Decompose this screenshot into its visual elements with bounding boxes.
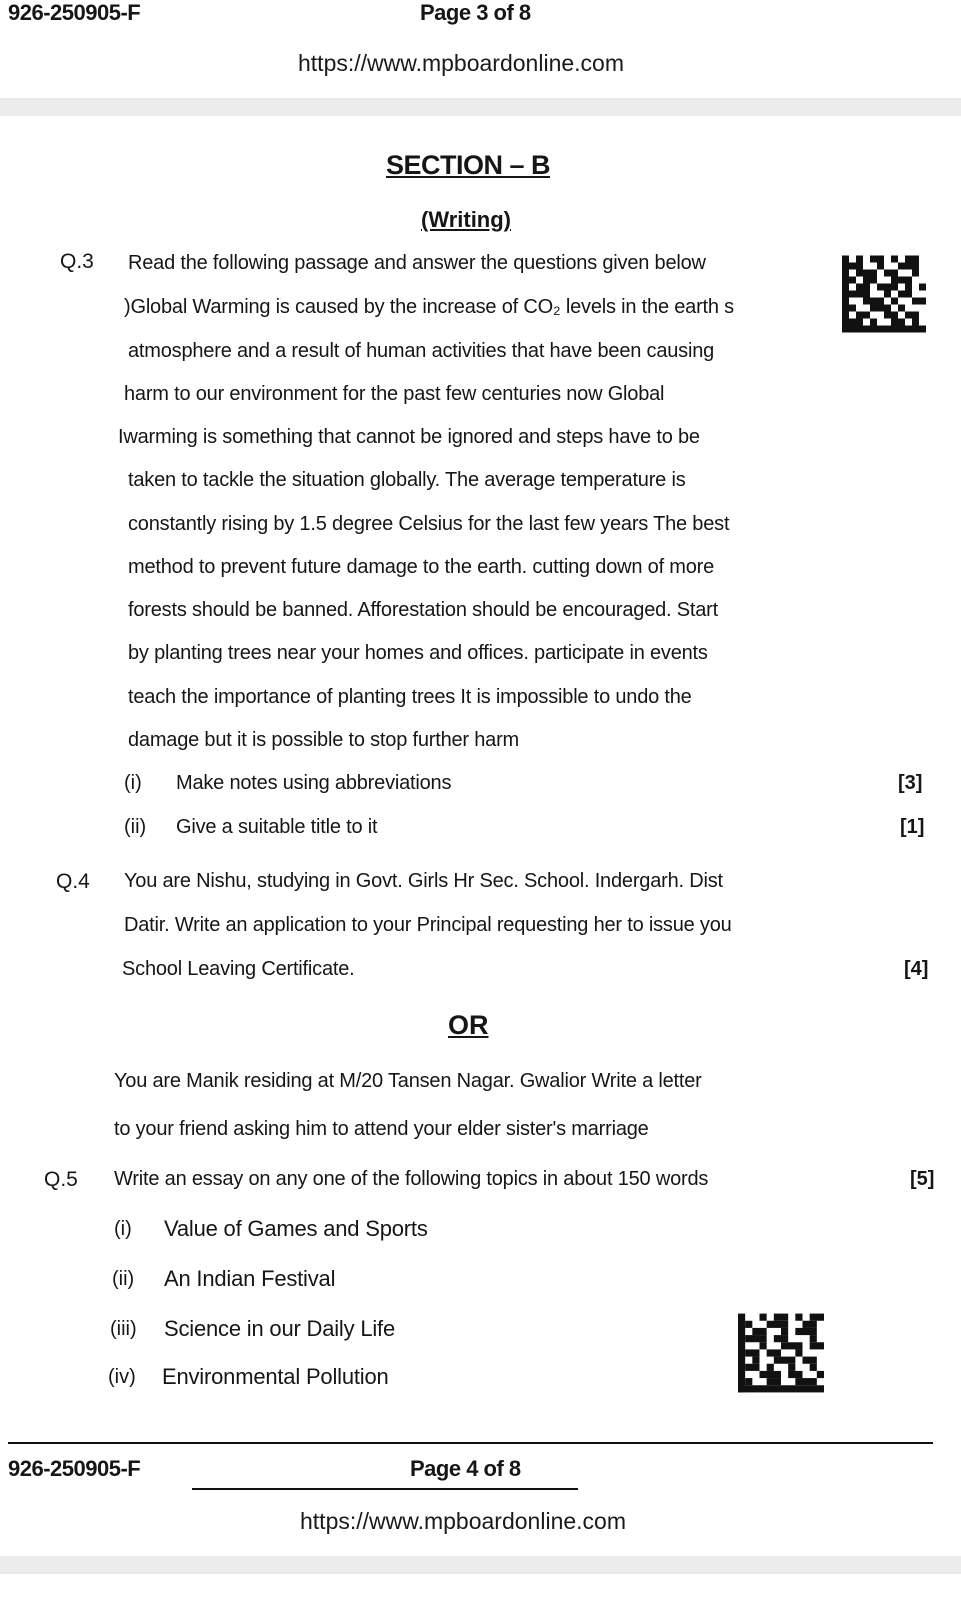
q5-number: Q.5 [44, 1168, 78, 1191]
top-source-url: https://www.mpboardonline.com [298, 50, 624, 76]
q3-line: Iwarming is something that cannot be ignored and steps have to be [118, 426, 700, 448]
q5-topic-number: (ii) [112, 1268, 135, 1290]
section-subtitle: (Writing) [421, 207, 512, 232]
q4-alt-line: to your friend asking him to attend your elder sister's marriage [114, 1118, 649, 1140]
q5-text: Write an essay on any one of the following topics in about 150 words [114, 1168, 709, 1190]
footer-rule [8, 1442, 933, 1444]
q5-topic-text: Science in our Daily Life [164, 1316, 396, 1341]
q3-line: method to prevent future damage to the earth. cutting down of more [128, 556, 715, 578]
q3-line: )Global Warming is caused by the increase of CO₂ levels in the earth s [124, 296, 734, 318]
q3-part-number: (i) [124, 772, 142, 794]
q3-line: Read the following passage and answer the questions given below [128, 252, 706, 274]
qr-code-icon [842, 255, 926, 333]
q3-line: teach the importance of planting trees It is impossible to undo the [128, 686, 692, 708]
q4-alt-line: You are Manik residing at M/20 Tansen Nagar. Gwalior Write a letter [114, 1070, 702, 1092]
q3-part-number: (ii) [124, 816, 147, 838]
q3-line: constantly rising by 1.5 degree Celsius for the last few years The best [128, 513, 730, 535]
page-number-underline [192, 1488, 578, 1490]
top-paper-code: 926-250905-F [8, 0, 141, 25]
q4-mark: [4] [904, 958, 929, 980]
q4-line: Datir. Write an application to your Principal requesting her to issue you [124, 914, 732, 936]
q5-topic-number: (i) [114, 1218, 132, 1240]
q5-topic-number: (iv) [108, 1366, 136, 1388]
q5-topic-text: An Indian Festival [164, 1266, 336, 1291]
top-page-number: Page 3 of 8 [420, 0, 531, 25]
q3-line: taken to tackle the situation globally. The average temperature is [128, 469, 686, 491]
or-separator: OR [448, 1010, 489, 1040]
section-title: SECTION – B [386, 150, 551, 180]
q3-part-mark: [1] [900, 816, 925, 838]
q3-line: harm to our environment for the past few centuries now Global [124, 383, 665, 405]
bottom-source-url: https://www.mpboardonline.com [300, 1508, 626, 1534]
q5-topic-text: Value of Games and Sports [164, 1216, 428, 1241]
q5-topic-text: Environmental Pollution [162, 1364, 389, 1389]
q3-line: atmosphere and a result of human activities that have been causing [128, 340, 715, 362]
page-separator-band [0, 1556, 961, 1574]
q3-line: by planting trees near your homes and offices. participate in events [128, 642, 708, 664]
q3-number: Q.3 [60, 250, 94, 273]
bottom-paper-code: 926-250905-F [8, 1456, 141, 1481]
q5-mark: [5] [910, 1168, 935, 1190]
qr-code-icon [738, 1313, 824, 1393]
q4-number: Q.4 [56, 870, 90, 893]
page-separator-band [0, 98, 961, 116]
q4-line: School Leaving Certificate. [122, 958, 355, 980]
q4-line: You are Nishu, studying in Govt. Girls Hr Sec. School. Indergarh. Dist [124, 870, 723, 892]
q3-part-text: Make notes using abbreviations [176, 772, 452, 794]
q3-part-text: Give a suitable title to it [176, 816, 378, 838]
q3-line: damage but it is possible to stop further harm [128, 729, 520, 751]
q5-topic-number: (iii) [110, 1318, 137, 1340]
q3-part-mark: [3] [898, 772, 923, 794]
q3-line: forests should be banned. Afforestation should be encouraged. Start [128, 599, 718, 621]
bottom-page-number: Page 4 of 8 [410, 1456, 521, 1481]
